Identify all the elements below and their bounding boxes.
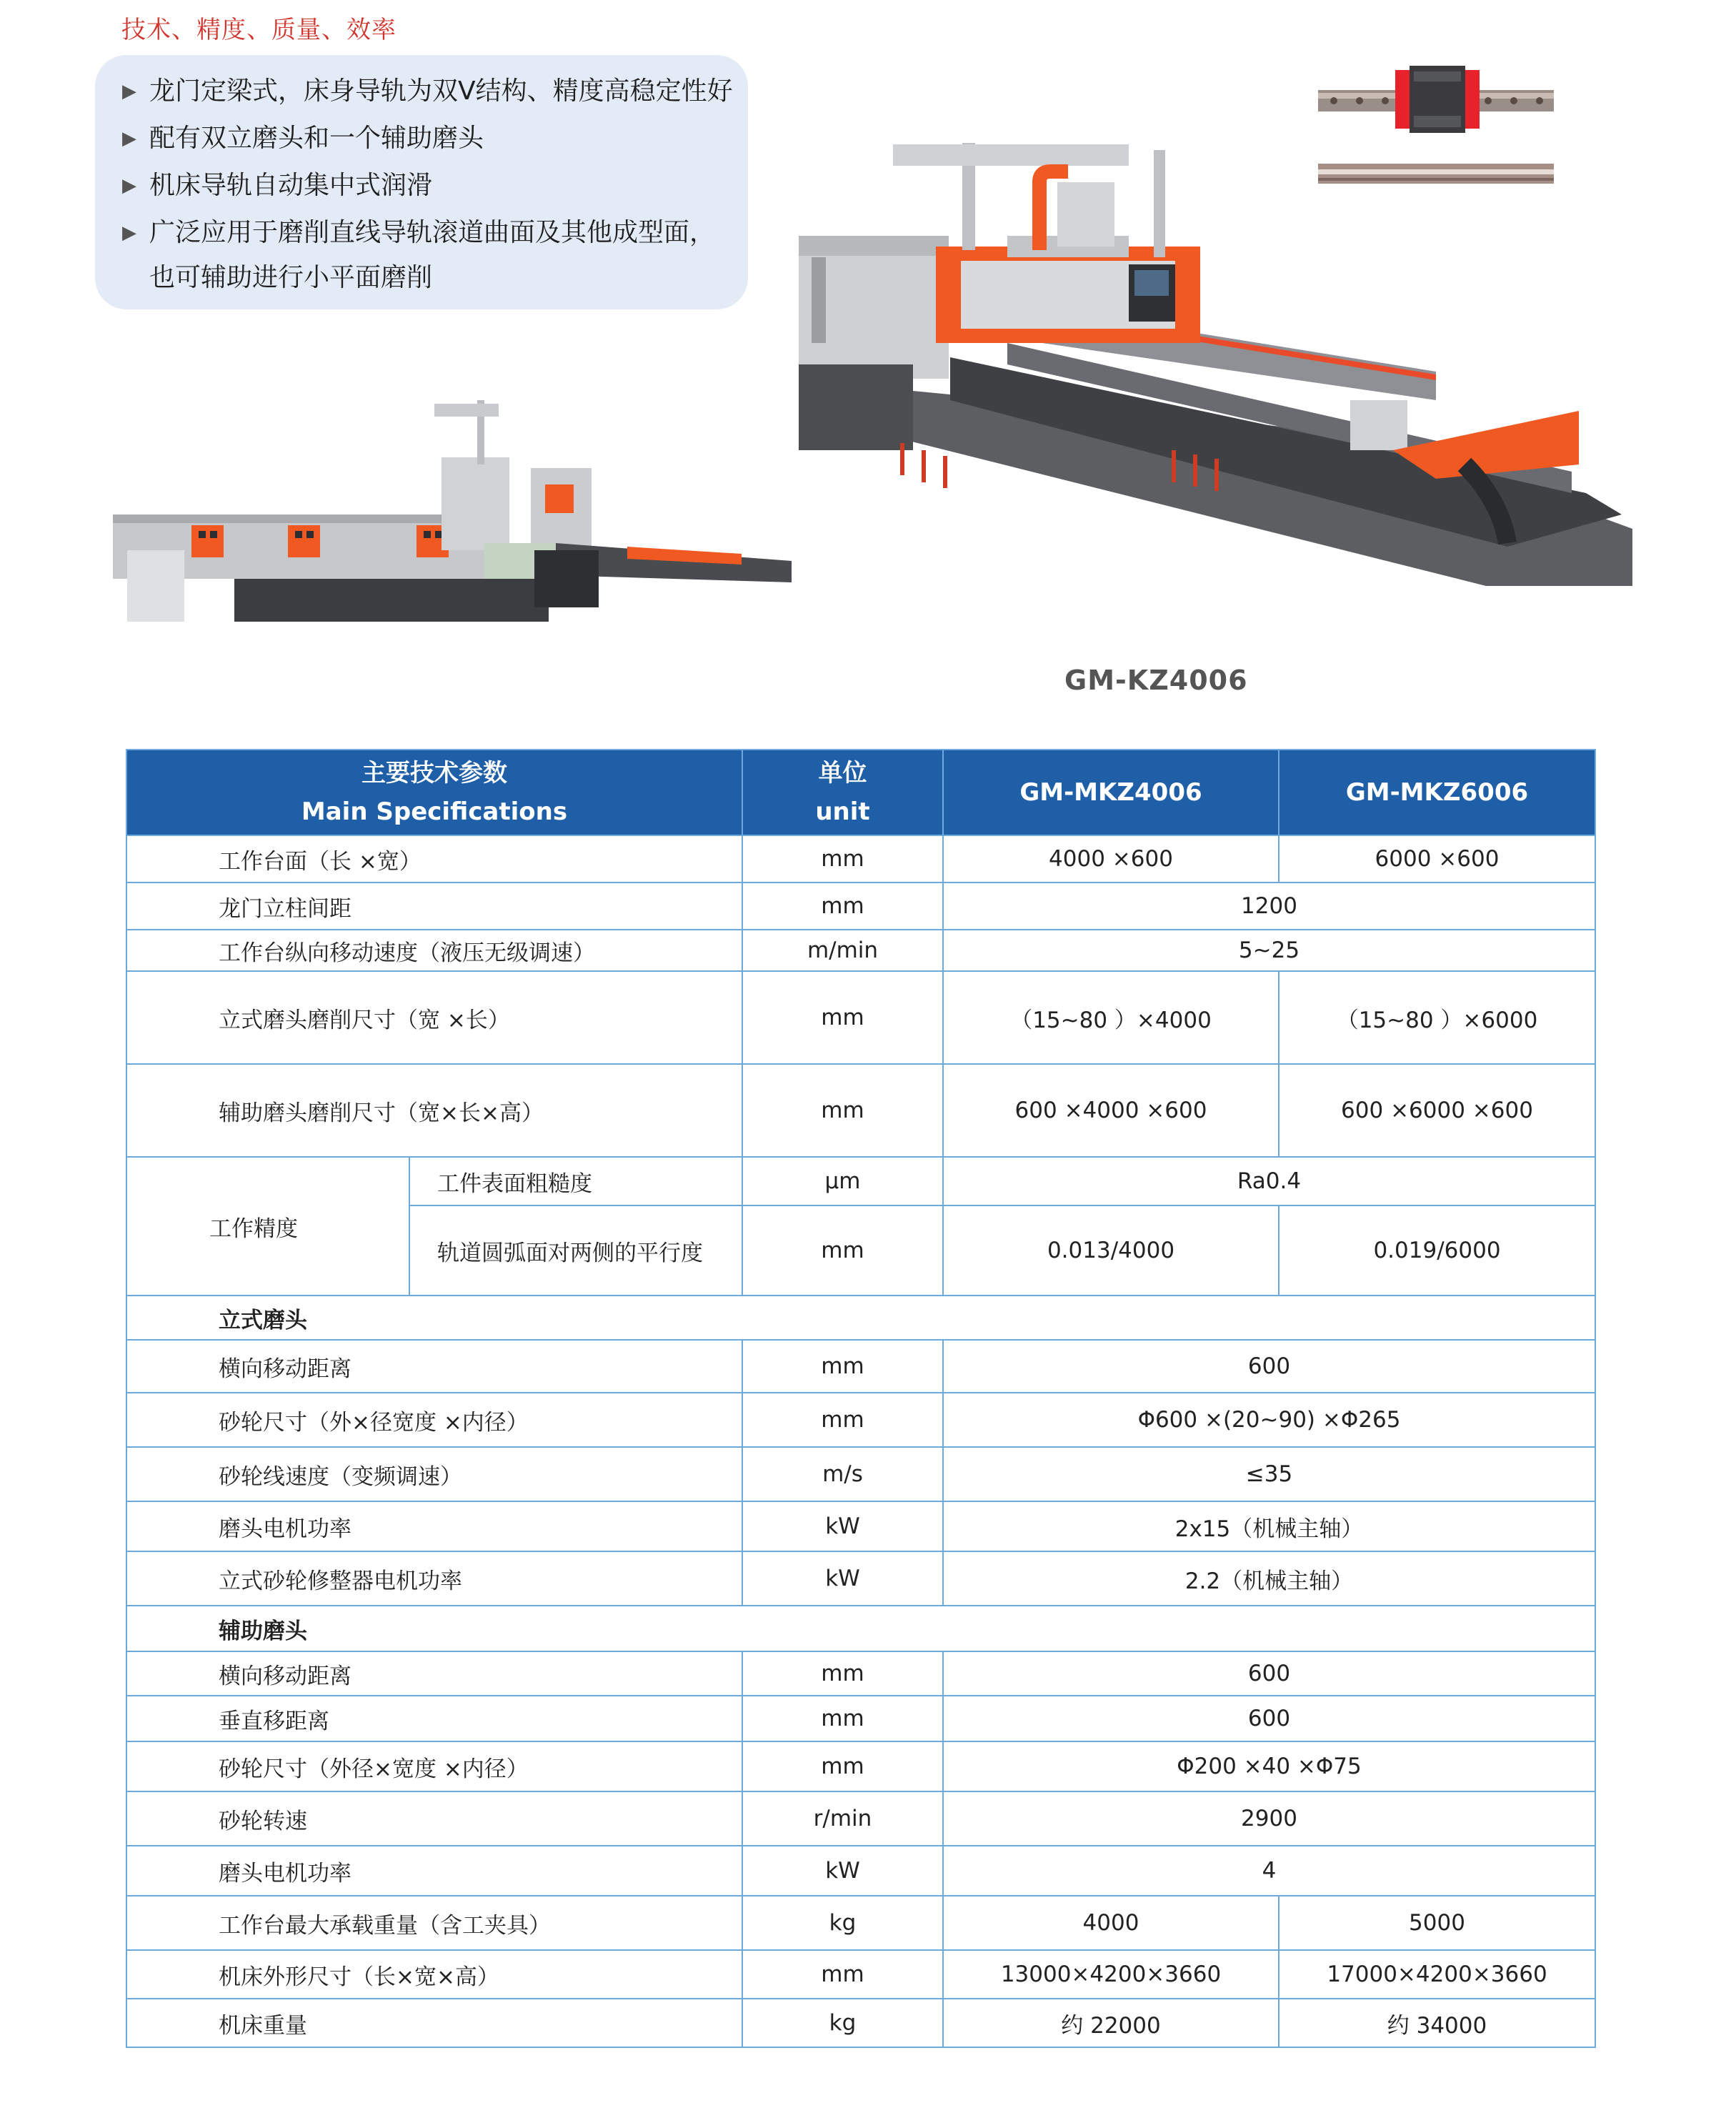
tagline: 技术、精度、质量、效率 [121,16,396,44]
row-unit: mm [742,835,943,883]
table-row [126,1696,1595,1741]
table-row [126,1741,1595,1791]
row-unit: kW [742,1551,943,1606]
row-label: 磨头电机功率 [126,1501,742,1551]
row-unit: mm [742,971,943,1064]
table-row [126,1791,1595,1846]
table-row [126,883,1595,930]
row-label: 砂轮线速度（变频调速） [126,1447,742,1501]
machine-photo-main [793,129,1636,593]
row-unit: μm [742,1157,943,1205]
table-row [126,1501,1595,1551]
section-row [126,1296,1595,1340]
table-row [126,1393,1595,1447]
table-row [126,971,1595,1064]
row-value: Φ200 ×40 ×Φ75 [943,1741,1595,1791]
row-value: 600 [943,1340,1595,1393]
guide-rail-photo [1318,64,1554,136]
row-unit: mm [742,1064,943,1157]
row-label: 工件表面粗糙度 [409,1157,742,1205]
table-row [126,1447,1595,1501]
row-value-model1: 13000×4200×3660 [943,1950,1279,1999]
row-label: 立式砂轮修整器电机功率 [126,1551,742,1606]
row-value: 600 [943,1696,1595,1741]
row-label: 龙门立柱间距 [126,883,742,930]
row-value-model1: （15~80 ）×4000 [943,971,1279,1064]
table-row [126,1896,1595,1950]
row-value-model2: （15~80 ）×6000 [1279,971,1595,1064]
table-row [126,1846,1595,1896]
row-unit: kg [742,1999,943,2047]
row-value: 2900 [943,1791,1595,1846]
table-row [126,1157,1595,1205]
row-value-model1: 4000 [943,1896,1279,1950]
table-row [126,1551,1595,1606]
row-unit: kg [742,1896,943,1950]
row-unit: m/s [742,1447,943,1501]
header-model2: GM-MKZ6006 [1279,750,1595,835]
row-label: 工作台最大承载重量（含工夹具） [126,1896,742,1950]
row-value-model1: 4000 ×600 [943,835,1279,883]
row-value-model2: 5000 [1279,1896,1595,1950]
arrow-bullet-icon: ▶ [122,222,136,244]
row-value-model2: 17000×4200×3660 [1279,1950,1595,1999]
row-label: 砂轮尺寸（外径×宽度 ×内径） [126,1741,742,1791]
row-value: Ra0.4 [943,1157,1595,1205]
row-value: 2x15（机械主轴） [943,1501,1595,1551]
spec-table [126,749,1596,2048]
row-value-model2: 0.019/6000 [1279,1205,1595,1296]
row-label: 机床重量 [126,1999,742,2047]
row-value-model1: 600 ×4000 ×600 [943,1064,1279,1157]
row-unit: mm [742,1393,943,1447]
table-row [126,1999,1595,2047]
feature-item: ▶ 机床导轨自动集中式润滑 [122,162,748,209]
row-unit: mm [742,883,943,930]
header-param: 主要技术参数 Main Specifications [126,750,742,835]
row-value: Φ600 ×(20~90) ×Φ265 [943,1393,1595,1447]
header-unit: 单位 unit [742,750,943,835]
row-unit: mm [742,1205,943,1296]
row-label: 横向移动距离 [126,1651,742,1696]
section-title: 立式磨头 [126,1296,1595,1340]
section-row [126,1606,1595,1651]
table-row [126,1340,1595,1393]
row-value: 600 [943,1651,1595,1696]
feature-item-continuation: 也可辅助进行小平面磨削 [149,263,433,292]
row-label: 横向移动距离 [126,1340,742,1393]
row-unit: kW [742,1501,943,1551]
row-label: 砂轮尺寸（外×径宽度 ×内径） [126,1393,742,1447]
table-row [126,1950,1595,1999]
row-label: 轨道圆弧面对两侧的平行度 [409,1205,742,1296]
feature-item: ▶ 配有双立磨头和一个辅助磨头 [122,115,748,162]
row-label: 机床外形尺寸（长×宽×高） [126,1950,742,1999]
row-label: 垂直移距离 [126,1696,742,1741]
table-row [126,1064,1595,1157]
arrow-bullet-icon: ▶ [122,128,136,149]
row-unit: mm [742,1741,943,1791]
feature-item: ▶ 龙门定梁式，床身导轨为双V结构、精度高稳定性好 [122,68,748,115]
table-row [126,835,1595,883]
row-value: 1200 [943,883,1595,930]
row-unit: mm [742,1651,943,1696]
row-unit: m/min [742,930,943,971]
arrow-bullet-icon: ▶ [122,175,136,197]
section-title: 辅助磨头 [126,1606,1595,1651]
accuracy-group-label: 工作精度 [126,1157,409,1296]
table-header-row [126,750,1595,835]
machine-photo-side [113,400,799,643]
arrow-bullet-icon: ▶ [122,81,136,102]
row-value: 2.2（机械主轴） [943,1551,1595,1606]
row-label: 立式磨头磨削尺寸（宽 ×长） [126,971,742,1064]
row-unit: r/min [742,1791,943,1846]
row-value-model2: 600 ×6000 ×600 [1279,1064,1595,1157]
row-value: 4 [943,1846,1595,1896]
header-model1: GM-MKZ4006 [943,750,1279,835]
row-unit: mm [742,1340,943,1393]
row-label: 工作台纵向移动速度（液压无级调速） [126,930,742,971]
row-value-model1: 约 22000 [943,1999,1279,2047]
row-unit: mm [742,1696,943,1741]
row-label: 砂轮转速 [126,1791,742,1846]
features-panel [95,55,748,309]
row-value-model2: 约 34000 [1279,1999,1595,2047]
row-value-model1: 0.013/4000 [943,1205,1279,1296]
row-value: ≤35 [943,1447,1595,1501]
row-label: 辅助磨头磨削尺寸（宽×长×高） [126,1064,742,1157]
model-caption: GM-KZ4006 [1064,665,1248,696]
row-value-model2: 6000 ×600 [1279,835,1595,883]
table-row [126,1651,1595,1696]
row-label: 磨头电机功率 [126,1846,742,1896]
row-label: 工作台面（长 ×宽） [126,835,742,883]
feature-item: ▶ 广泛应用于磨削直线导轨滚道曲面及其他成型面， [122,209,748,257]
row-value: 5~25 [943,930,1595,971]
row-unit: mm [742,1950,943,1999]
table-row [126,930,1595,971]
row-unit: kW [742,1846,943,1896]
